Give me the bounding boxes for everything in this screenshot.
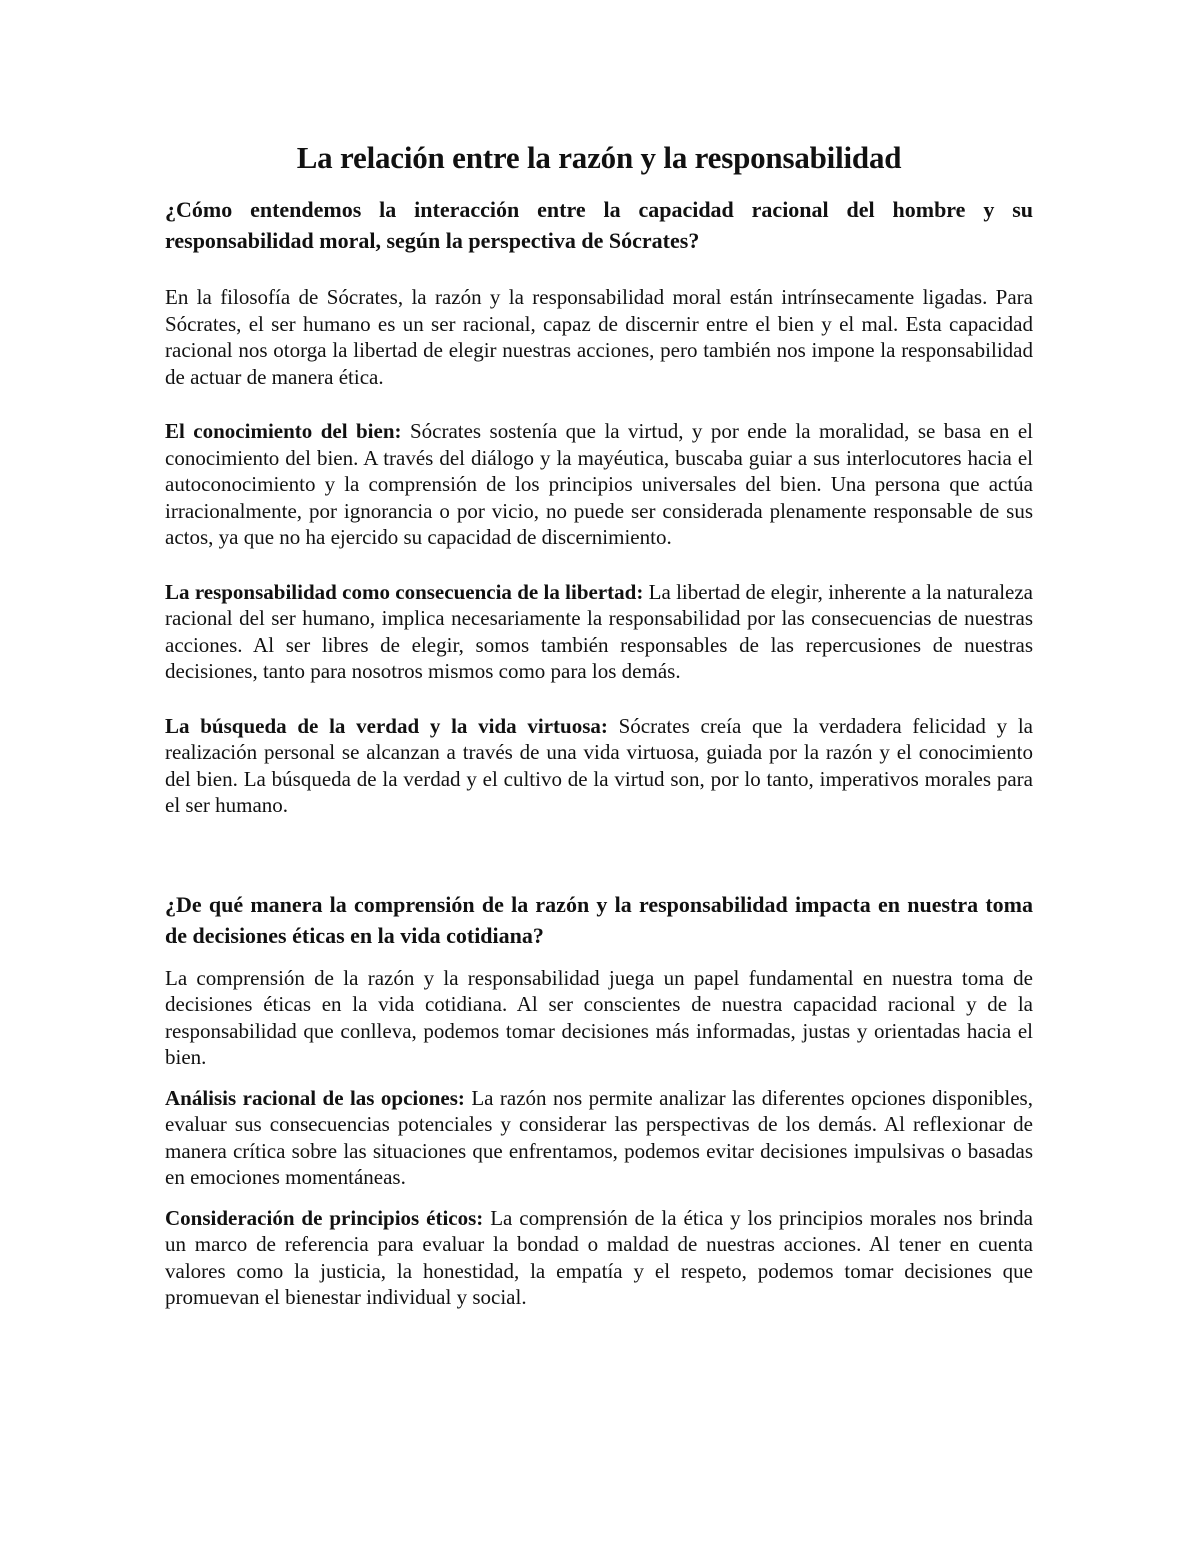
- point-text: La libertad de elegir, inherente a la naturaleza racional del ser humano, implica necesariamente la responsabilidad por las consecuencias de nuestras acciones. Al ser libres de elegir, somos también responsables de las repercusiones de nuestras decisiones, tanto para nosotros mismos como para los demás.: [165, 579, 1033, 683]
- point-heading: La responsabilidad como consecuencia de la libertad:: [165, 579, 644, 604]
- point-heading: Análisis racional de las opciones:: [165, 1085, 465, 1110]
- section-1-question: ¿Cómo entendemos la interacción entre la capacidad racional del hombre y su responsabilidad moral, según la perspectiva de Sócrates?: [165, 197, 1033, 253]
- point-heading: La búsqueda de la verdad y la vida virtuosa:: [165, 713, 608, 738]
- page-title: La relación entre la razón y la responsabilidad: [296, 140, 902, 175]
- point-heading: Consideración de principios éticos:: [165, 1205, 484, 1230]
- section-2-point-1: [165, 1085, 1033, 1191]
- section-1-point-1: [165, 418, 1033, 551]
- point-text: La comprensión de la ética y los principios morales nos brinda un marco de referencia para evaluar la bondad o maldad de nuestras acciones. Al tener en cuenta valores como la justicia, la honestidad, la empatía y el respeto, podemos tomar decisiones que promuevan el bienestar individual y social.: [165, 1205, 1033, 1309]
- section-1-intro: En la filosofía de Sócrates, la razón y la responsabilidad moral están intrínsecamente ligadas. Para Sócrates, el ser humano es un ser racional, capaz de discernir entre el bien y el mal. Esta capacidad racional nos otorga la libertad de elegir nuestras acciones, pero también nos impone la responsabilidad de actuar de manera ética.: [165, 285, 1033, 389]
- document-page: [165, 136, 1033, 1311]
- point-text: Sócrates creía que la verdadera felicidad y la realización personal se alcanzan a través de una vida virtuosa, guiada por la razón y el conocimiento del bien. La búsqueda de la verdad y el cultivo de la virtud son, por lo tanto, imperativos morales para el ser humano.: [165, 713, 1033, 817]
- section-1-point-3: [165, 713, 1033, 819]
- section-2-question: ¿De qué manera la comprensión de la razón y la responsabilidad impacta en nuestra toma de decisiones éticas en la vida cotidiana?: [165, 891, 1033, 948]
- section-2-intro: La comprensión de la razón y la responsabilidad juega un papel fundamental en nuestra toma de decisiones éticas en la vida cotidiana. Al ser conscientes de nuestra capacidad racional y de la responsabilidad que conlleva, podemos tomar decisiones más informadas, justas y orientadas hacia el bien.: [165, 965, 1033, 1069]
- section-1-point-2: [165, 579, 1033, 685]
- point-text: Sócrates sostenía que la virtud, y por ende la moralidad, se basa en el conocimiento del bien. A través del diálogo y la mayéutica, buscaba guiar a sus interlocutores hacia el autoconocimiento y la comprensión de los principios universales del bien. Una persona que actúa irracionalmente, por ignorancia o por vicio, no puede ser considerada plenamente responsable de sus actos, ya que no ha ejercido su capacidad de discernimiento.: [165, 419, 1033, 549]
- point-heading: El conocimiento del bien:: [165, 419, 402, 443]
- point-text: La razón nos permite analizar las diferentes opciones disponibles, evaluar sus consecuencias potenciales y considerar las perspectivas de los demás. Al reflexionar de manera crítica sobre las situaciones que enfrentamos, podemos evitar decisiones impulsivas o basadas en emociones momentáneas.: [165, 1085, 1033, 1189]
- section-2-point-2: [165, 1205, 1033, 1311]
